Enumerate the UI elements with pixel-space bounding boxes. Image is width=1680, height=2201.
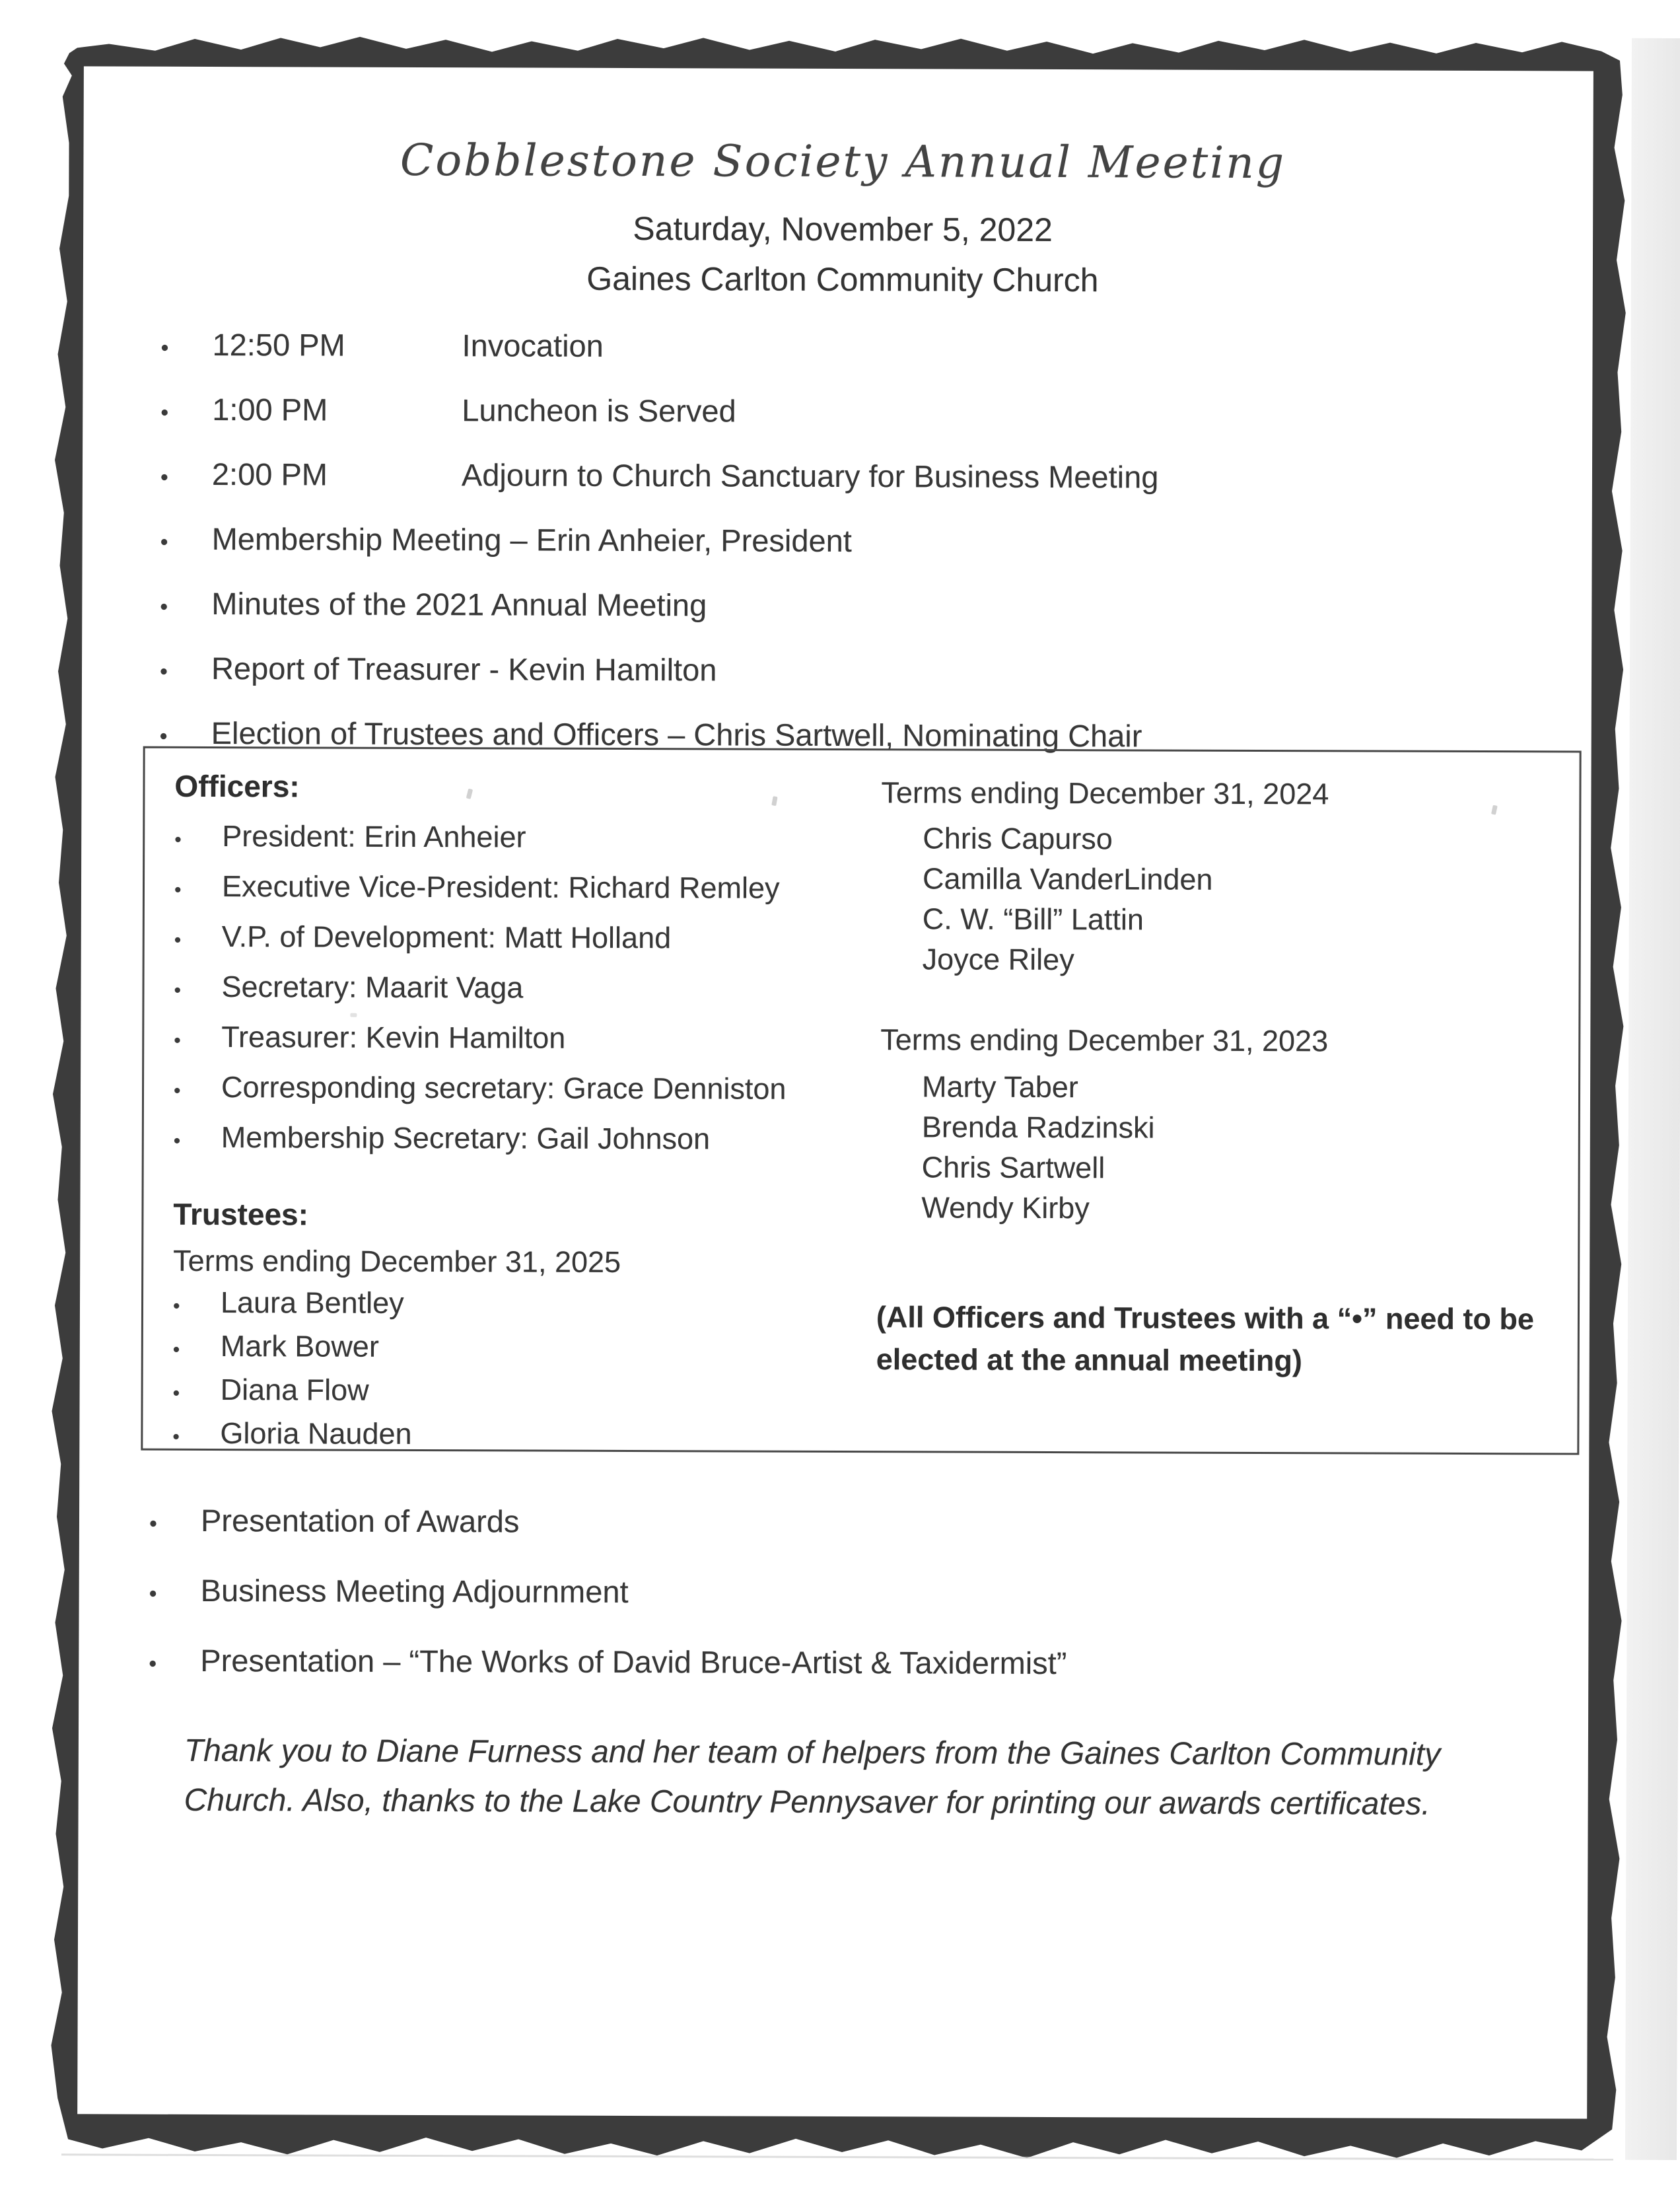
trustees-heading: Trustees: (173, 1196, 309, 1232)
trustee-item (173, 1373, 833, 1412)
bullet-icon: • (149, 1581, 157, 1606)
bullet-icon: • (172, 1338, 180, 1361)
officer-text: President: Erin Anheier (222, 819, 526, 854)
bullet-icon: • (149, 1511, 157, 1536)
trustee-text: Chris Sartwell (921, 1150, 1105, 1185)
bullet-icon: • (174, 828, 182, 851)
bullet-icon: • (174, 1029, 181, 1052)
terms-2024-heading: Terms ending December 31, 2024 (881, 776, 1329, 811)
officers-trustees-box (141, 746, 1581, 1455)
agenda-item (149, 1573, 1536, 1616)
schedule-row (160, 392, 1547, 435)
officer-item (174, 1071, 874, 1110)
trustee-text: Camilla VanderLinden (922, 861, 1213, 896)
bullet-icon: • (149, 1651, 157, 1677)
bullet-icon: • (173, 1130, 181, 1152)
schedule-row (160, 456, 1547, 500)
agenda-item-text: Report of Treasurer - Kevin Hamilton (211, 651, 717, 688)
schedule-event: Luncheon is Served (462, 392, 736, 429)
officer-item (174, 870, 874, 909)
bullet-icon: • (173, 1079, 181, 1102)
bullet-icon: • (172, 1295, 180, 1317)
trustee-text: C. W. “Bill” Lattin (922, 902, 1144, 937)
bullet-icon: • (174, 929, 182, 951)
trustees-2023-list (921, 1066, 1154, 1228)
agenda-list (160, 327, 1548, 785)
agenda-item (149, 1503, 1536, 1546)
bullet-icon: • (159, 659, 168, 684)
officer-text: Treasurer: Kevin Hamilton (221, 1020, 566, 1055)
agenda-item-text: Business Meeting Adjournment (200, 1572, 629, 1609)
officer-text: Executive Vice-President: Richard Remley (221, 869, 780, 905)
schedule-time: 1:00 PM (212, 392, 328, 427)
officer-item (174, 920, 874, 959)
meeting-date: Saturday, November 5, 2022 (633, 210, 1053, 249)
bullet-icon: • (159, 723, 168, 749)
officer-text: Corresponding secretary: Grace Denniston (221, 1070, 787, 1106)
trustee-text: Laura Bentley (220, 1285, 404, 1320)
thank-you-note: Thank you to Diane Furness and her team of helpers from the Gaines Carlton Community Church. Also, thanks to the Lake Country Pennysaver for printing our awards certificates. (184, 1733, 1441, 1822)
trustee-item (173, 1330, 833, 1369)
agenda-item-text: Presentation of Awards (200, 1502, 520, 1539)
trustee-text: Marty Taber (921, 1069, 1078, 1104)
officer-text: V.P. of Development: Matt Holland (221, 920, 672, 955)
bullet-icon: • (160, 400, 169, 425)
officer-item (174, 1121, 874, 1160)
bullet-icon: • (160, 529, 168, 555)
schedule-time: 12:50 PM (212, 327, 345, 363)
trustee-text: Gloria Nauden (220, 1416, 412, 1451)
agenda-item-text: Minutes of the 2021 Annual Meeting (211, 586, 707, 623)
agenda-item (149, 1643, 1535, 1686)
bullet-icon: • (172, 1382, 180, 1404)
agenda-item (160, 651, 1547, 694)
trustee-text: Chris Capurso (923, 821, 1113, 856)
agenda-item-text: Presentation – “The Works of David Bruce-Artist & Taxidermist” (200, 1642, 1067, 1681)
bullet-icon: • (174, 879, 182, 901)
trustee-item (173, 1286, 833, 1325)
officer-text: Secretary: Maarit Vaga (221, 970, 524, 1005)
agenda-item (160, 586, 1547, 630)
schedule-time: 2:00 PM (211, 456, 328, 492)
terms-2025-heading: Terms ending December 31, 2025 (173, 1243, 621, 1279)
agenda-item-text: Election of Trustees and Officers – Chris Sartwell, Nominating Chair (211, 715, 1142, 754)
officers-heading: Officers: (174, 768, 300, 804)
trustee-item (172, 1417, 833, 1456)
page-title: Cobblestone Society Annual Meeting (400, 134, 1286, 189)
meeting-location: Gaines Carlton Community Church (586, 260, 1099, 299)
schedule-event: Adjourn to Church Sanctuary for Business Meeting (461, 457, 1159, 495)
agenda-item (160, 521, 1547, 565)
bullet-icon: • (174, 979, 182, 1001)
schedule-row (160, 327, 1547, 371)
election-note: (All Officers and Trustees with a “•” need to be elected at the annual meeting) (876, 1300, 1535, 1378)
agenda-item-text: Membership Meeting – Erin Anheier, President (211, 521, 852, 559)
trustee-text: Joyce Riley (922, 942, 1074, 977)
trustee-text: Wendy Kirby (921, 1190, 1090, 1225)
bullet-icon: • (160, 464, 168, 490)
trustee-text: Mark Bower (220, 1329, 379, 1363)
trustees-2024-list (923, 818, 1213, 980)
bullet-icon: • (172, 1425, 180, 1448)
terms-2023-heading: Terms ending December 31, 2023 (880, 1023, 1329, 1058)
officer-item (174, 970, 874, 1009)
trustees-2025-list (172, 1286, 833, 1462)
scan-artifact (350, 1013, 357, 1017)
trustee-text: Diana Flow (220, 1373, 369, 1407)
trustee-text: Brenda Radzinski (921, 1110, 1155, 1145)
closing-agenda-list (149, 1503, 1536, 1717)
bullet-icon: • (160, 594, 168, 620)
bullet-icon: • (160, 335, 169, 361)
officer-text: Membership Secretary: Gail Johnson (221, 1120, 711, 1156)
officer-item (174, 820, 874, 859)
officers-list (174, 820, 875, 1173)
officer-item (174, 1021, 874, 1060)
schedule-event: Invocation (462, 328, 604, 363)
